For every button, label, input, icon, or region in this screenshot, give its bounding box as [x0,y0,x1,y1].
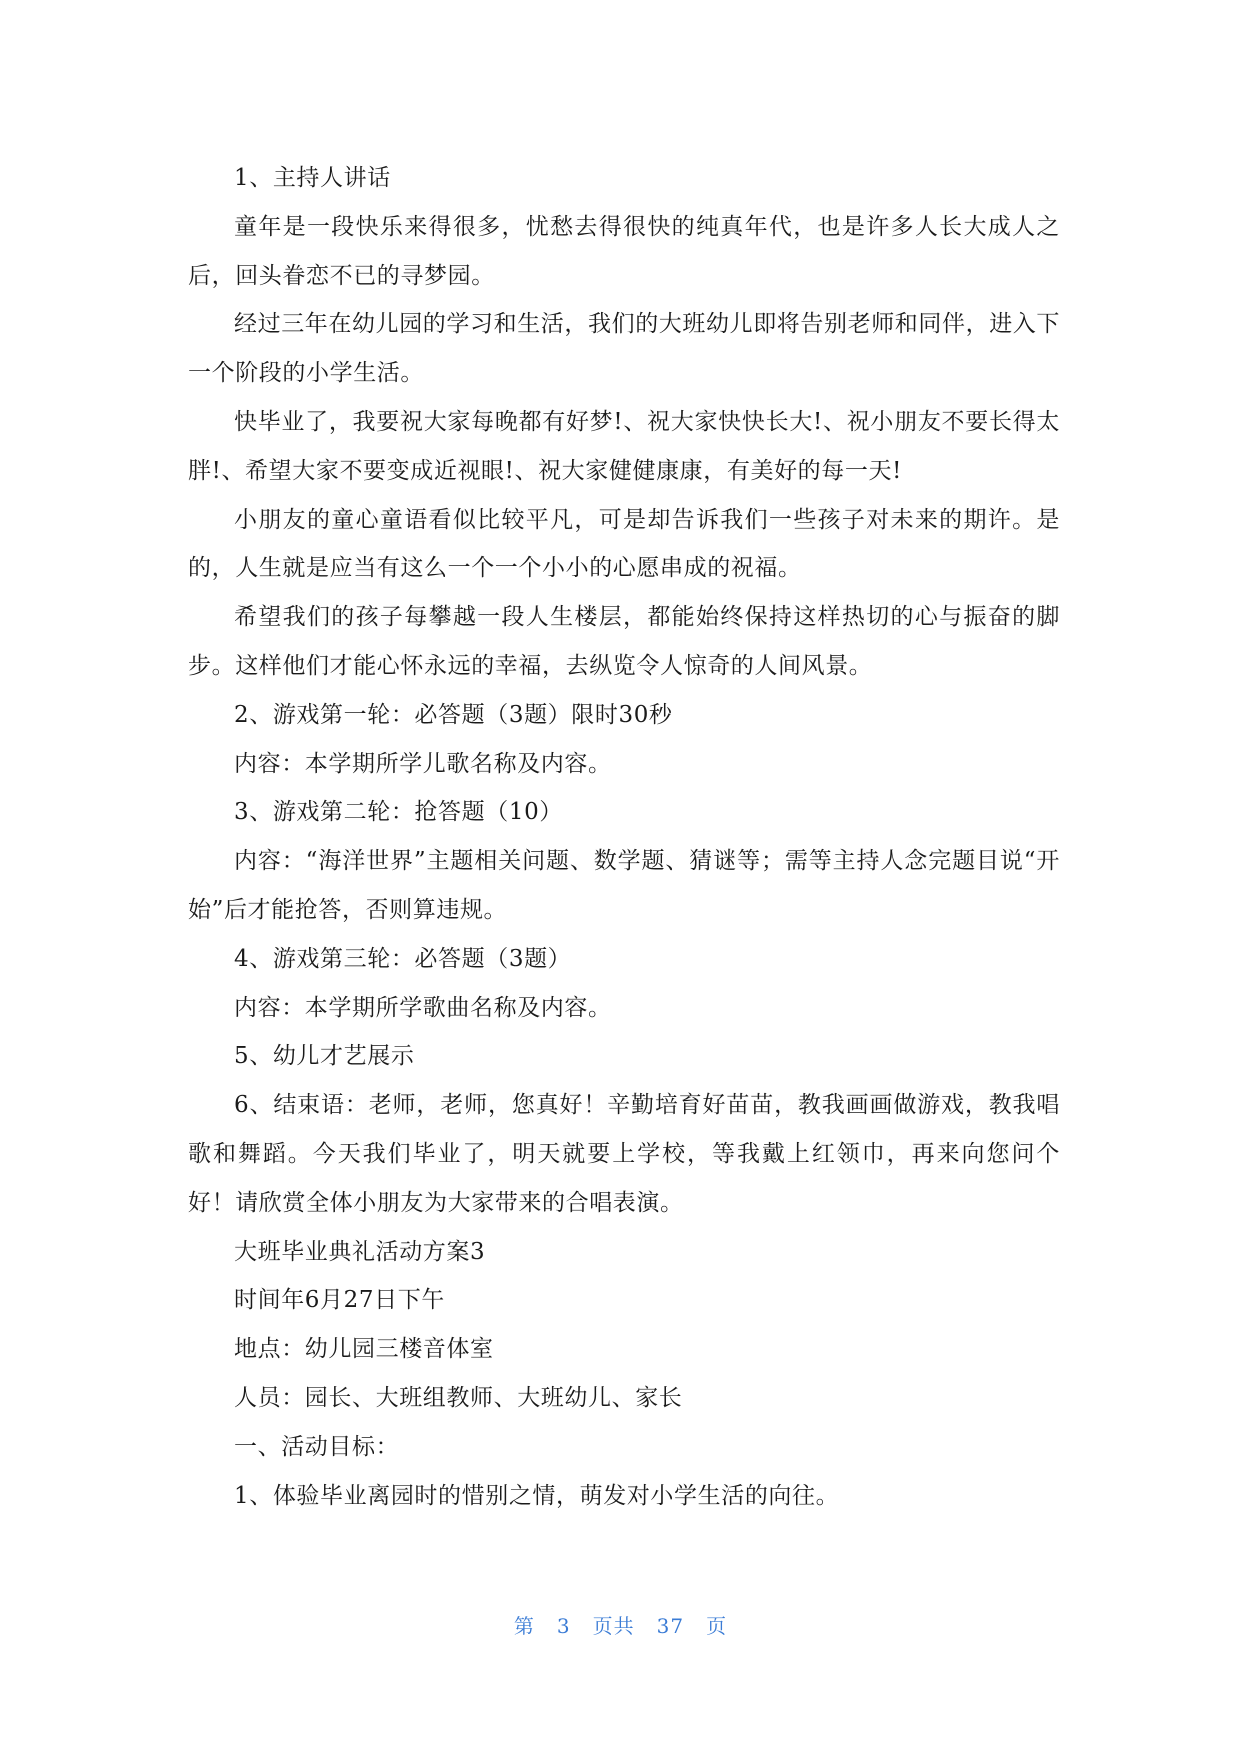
footer-current-page: 3 [556,1614,571,1638]
paragraph-wishes: 快毕业了，我要祝大家每晚都有好梦!、祝大家快快长大!、祝小朋友不要长得太胖!、希望大家不要变成近视眼!、祝大家健健康康，有美好的每一天! [188,408,1060,484]
footer-prefix: 第 [513,1614,535,1638]
footer-suffix: 页 [706,1614,728,1638]
footer-middle: 页共 [592,1614,635,1638]
paragraph-talent-show: 5、幼儿才艺展示 [234,1043,415,1070]
paragraph-game-round-3: 4、游戏第三轮：必答题（3题） [234,945,572,972]
paragraph-three-years: 经过三年在幼儿园的学习和生活，我们的大班幼儿即将告别老师和同伴，进入下一个阶段的小学生活。 [188,311,1060,387]
footer-total-pages: 37 [656,1614,685,1638]
paragraph-game-round-1: 2、游戏第一轮：必答题（3题）限时30秒 [234,701,673,728]
paragraph-host-speech-heading: 1、主持人讲话 [234,165,391,191]
paragraph-location: 地点：幼儿园三楼音体室 [234,1336,494,1363]
paragraph-round-3-content: 内容：本学期所学歌曲名称及内容。 [234,994,612,1021]
document-body [188,154,1060,1520]
paragraph-time: 时间年6月27日下午 [234,1287,445,1314]
page-footer [0,1610,1241,1639]
paragraph-plan-3-title: 大班毕业典礼活动方案3 [234,1238,486,1265]
paragraph-round-1-content: 内容：本学期所学儿歌名称及内容。 [234,750,612,777]
paragraph-round-2-content: 内容：“海洋世界”主题相关问题、数学题、猜谜等；需等主持人念完题目说“开始”后才能抢答，否则算违规。 [188,848,1060,923]
paragraph-participants: 人员：园长、大班组教师、大班幼儿、家长 [234,1384,683,1411]
paragraph-goals-heading: 一、活动目标： [234,1433,400,1460]
paragraph-childhood: 童年是一段快乐来得很多，忧愁去得很快的纯真年代，也是许多人长大成人之后，回头眷恋不已的寻梦园。 [188,213,1060,289]
paragraph-closing-words: 6、结束语：老师，老师，您真好！辛勤培育好苗苗，教我画画做游戏，教我唱歌和舞蹈。今天我们毕业了，明天就要上学校，等我戴上红领巾，再来向您问个好！请欣赏全体小朋友为大家带来的合唱表演。 [188,1092,1060,1216]
paragraph-game-round-2: 3、游戏第二轮：抢答题（10） [234,799,563,826]
paragraph-hope: 希望我们的孩子每攀越一段人生楼层，都能始终保持这样热切的心与振奋的脚步。这样他们才能心怀永远的幸福，去纵览令人惊奇的人间风景。 [188,604,1060,679]
paragraph-childlike-words: 小朋友的童心童语看似比较平凡，可是却告诉我们一些孩子对未来的期许。是的，人生就是应当有这么一个一个小小的心愿串成的祝福。 [188,506,1060,582]
paragraph-goal-1: 1、体验毕业离园时的惜别之情，萌发对小学生活的向往。 [234,1482,840,1509]
